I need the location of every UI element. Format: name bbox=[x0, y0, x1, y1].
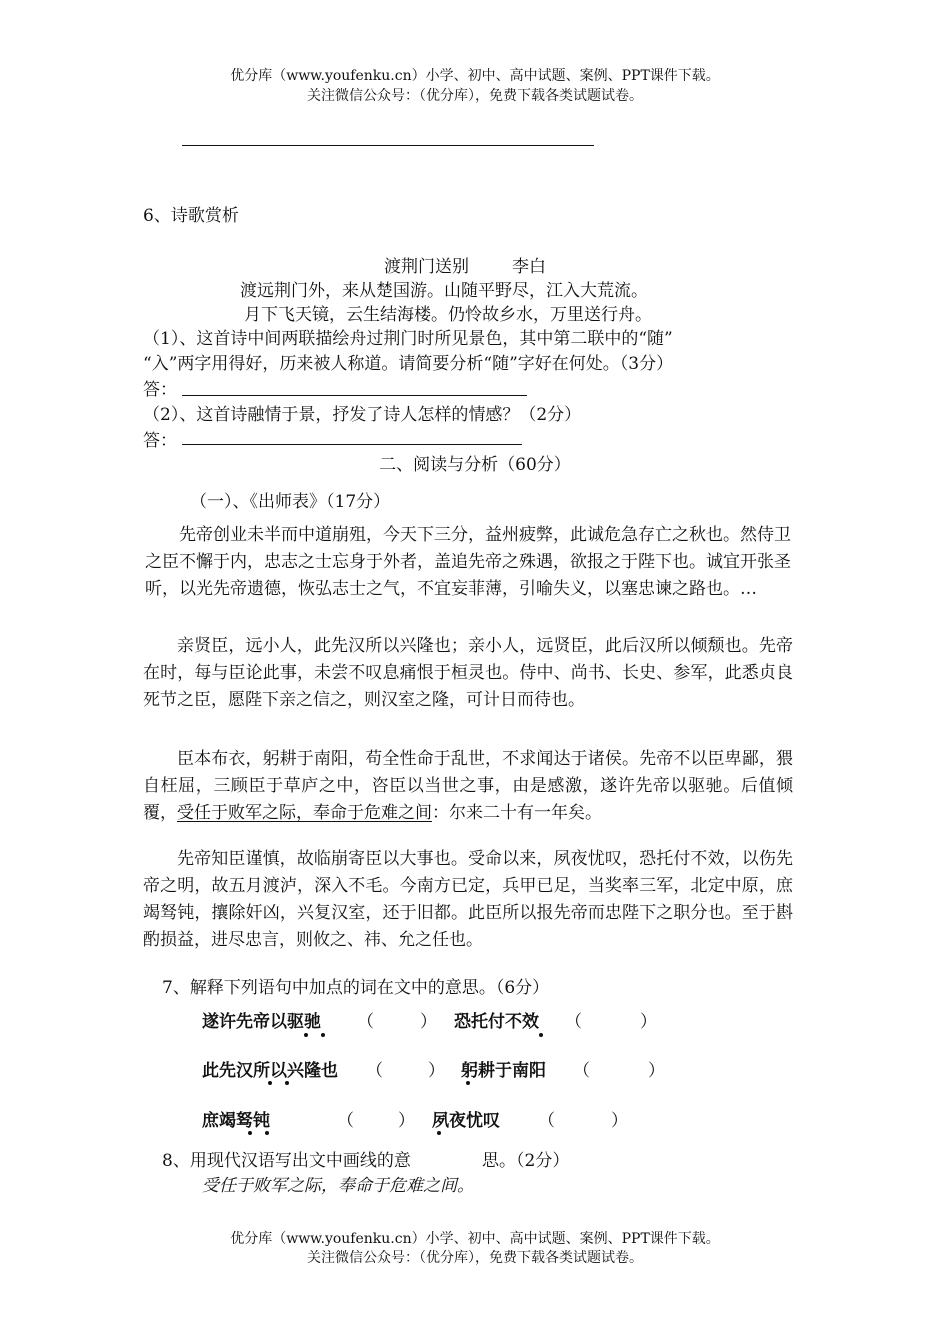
q7-item-5-answer-blank[interactable] bbox=[352, 1107, 397, 1129]
p3-text-a: 臣本布衣，躬耕于南阳，苟全性命于乱世，不求闻达于诸侯。先帝不以臣卑鄙，猥自枉屈，三顾臣于草庐之中，咨臣以当世之事，由是感激，遂许先帝以驱驰。后值倾覆， bbox=[143, 749, 793, 823]
emphasis-dot bbox=[539, 1033, 543, 1037]
q8-title-part-b: 思。（2分） bbox=[482, 1151, 570, 1171]
q8-title-part-a: 8、用现代汉语写出文中画线的意 bbox=[162, 1151, 411, 1171]
q6-sub1-answer-line[interactable] bbox=[182, 395, 527, 396]
passage-paragraph-3 bbox=[143, 746, 793, 827]
page-footer-line2: 关注微信公众号：（优分库），免费下载各类试题试卷。 bbox=[307, 1250, 643, 1266]
q7-item-3-paren-close: ） bbox=[428, 1061, 445, 1081]
q7-item-3-answer-blank[interactable] bbox=[381, 1057, 427, 1079]
q7-item-2-paren-open: （ bbox=[565, 1012, 582, 1032]
q6-sub1-line2: “入”两字用得好，历来被人称道。请简要分析“随”字好在何处。（3分） bbox=[143, 354, 674, 374]
poem-author: 李白 bbox=[512, 257, 546, 277]
q7-item-1-paren-open: （ bbox=[357, 1012, 374, 1032]
emphasis-dot bbox=[437, 1131, 441, 1135]
poem-title: 渡荆门送别 bbox=[384, 257, 469, 277]
q7-item-6-paren-open: （ bbox=[538, 1111, 555, 1131]
q7-item-5-paren-open: （ bbox=[337, 1111, 354, 1131]
emphasis-dot bbox=[285, 1081, 289, 1085]
q6-sub2: （2）、这首诗融情于景，抒发了诗人怎样的情感？（2分） bbox=[143, 405, 582, 425]
q7-item-4-paren-open: （ bbox=[573, 1061, 590, 1081]
emphasis-dot bbox=[304, 1033, 308, 1037]
q7-item-3-paren-open: （ bbox=[366, 1061, 383, 1081]
q6-sub2-answer-label: 答： bbox=[143, 431, 177, 451]
part1-title: （一）、《出师表》（17分） bbox=[190, 492, 391, 512]
poem-line-1: 渡远荆门外，来从楚国游。山随平野尽，江入大荒流。 bbox=[240, 281, 648, 301]
emphasis-dot bbox=[268, 1081, 272, 1085]
q6-sub1-answer-label: 答： bbox=[143, 380, 177, 400]
q7-item-1-answer-blank[interactable] bbox=[372, 1008, 420, 1030]
q7-item-2-answer-blank[interactable] bbox=[580, 1008, 638, 1030]
q6-title: 6、诗歌赏析 bbox=[143, 206, 239, 226]
passage-paragraph-4: 先帝知臣谨慎，故临崩寄臣以大事也。受命以来，夙夜忧叹，恐托付不效，以伤先帝之明，故五月渡泸，深入不毛。今南方已定，兵甲已足，当奖率三军，北定中原，庶竭驽钝，攘除奸凶，兴复汉室，还于旧都。此臣所以报先帝而忠陛下之职分也。至于斟酌损益，进尽忠言，则攸之、祎、允之任也。 bbox=[143, 849, 793, 950]
section2-title: 二、阅读与分析（60分） bbox=[379, 455, 571, 475]
p3-text-b: ：尔来二十有一年矣。 bbox=[432, 803, 602, 823]
q7-item-3: 此先汉所以兴隆也 bbox=[202, 1061, 338, 1081]
q7-item-1-paren-close: ） bbox=[420, 1012, 437, 1032]
passage-paragraph-1: 先帝创业未半而中道崩殂，今天下三分，益州疲弊，此诚危急存亡之秋也。然侍卫之臣不懈于内，忠志之士忘身于外者，盖追先帝之殊遇，欲报之于陛下也。诚宜开张圣听，以光先帝遗德，恢弘志士之气，不宜妄菲薄，引喻失义，以塞忠谏之路也。… bbox=[145, 525, 791, 599]
q7-item-2-paren-close: ） bbox=[640, 1012, 657, 1032]
q8-sentence: 受任于败军之际，奉命于危难之间。 bbox=[202, 1176, 474, 1196]
emphasis-dot bbox=[466, 1081, 470, 1085]
q7-item-6-paren-close: ） bbox=[611, 1111, 628, 1131]
q7-item-5-paren-close: ） bbox=[398, 1111, 415, 1131]
p3-underlined-sentence: 受任于败军之际，奉命于危难之间 bbox=[177, 803, 432, 823]
emphasis-dot bbox=[265, 1131, 269, 1135]
q7-item-1: 遂许先帝以驱驰 bbox=[202, 1012, 321, 1032]
q6-sub1-line1: （1）、这首诗中间两联描绘舟过荆门时所见景色，其中第二联中的“随” bbox=[143, 329, 673, 349]
passage-paragraph-2: 亲贤臣，远小人，此先汉所以兴隆也；亲小人，远贤臣，此后汉所以倾颓也。先帝在时，每与臣论此事，未尝不叹息痛恨于桓灵也。侍中、尚书、长史、参军，此悉贞良死节之臣，愿陛下亲之信之，则汉室之隆，可计日而待也。 bbox=[143, 636, 793, 710]
q7-item-2: 恐托付不效 bbox=[454, 1012, 539, 1032]
q7-item-5: 庶竭驽钝 bbox=[202, 1111, 270, 1131]
q7-title: 7、解释下列语句中加点的词在文中的意思。（6分） bbox=[162, 978, 550, 998]
q7-item-6: 夙夜忧叹 bbox=[432, 1111, 500, 1131]
emphasis-dot bbox=[248, 1131, 252, 1135]
page-header-line1: 优分库（www.youfenku.cn）小学、初中、高中试题、案例、PPT课件下载。 bbox=[230, 68, 720, 84]
q7-item-4-answer-blank[interactable] bbox=[588, 1057, 646, 1079]
emphasis-dot bbox=[321, 1033, 325, 1037]
q7-item-4: 躬耕于南阳 bbox=[461, 1061, 546, 1081]
page-footer-line1: 优分库（www.youfenku.cn）小学、初中、高中试题、案例、PPT课件下载。 bbox=[230, 1231, 720, 1247]
q7-item-4-paren-close: ） bbox=[648, 1061, 665, 1081]
q6-sub2-answer-line[interactable] bbox=[182, 444, 522, 445]
answer-line-top bbox=[182, 145, 594, 146]
page-header-line2: 关注微信公众号：（优分库），免费下载各类试题试卷。 bbox=[307, 88, 643, 104]
poem-line-2: 月下飞天镜，云生结海楼。仍怜故乡水，万里送行舟。 bbox=[244, 305, 652, 325]
q7-item-6-answer-blank[interactable] bbox=[553, 1107, 609, 1129]
